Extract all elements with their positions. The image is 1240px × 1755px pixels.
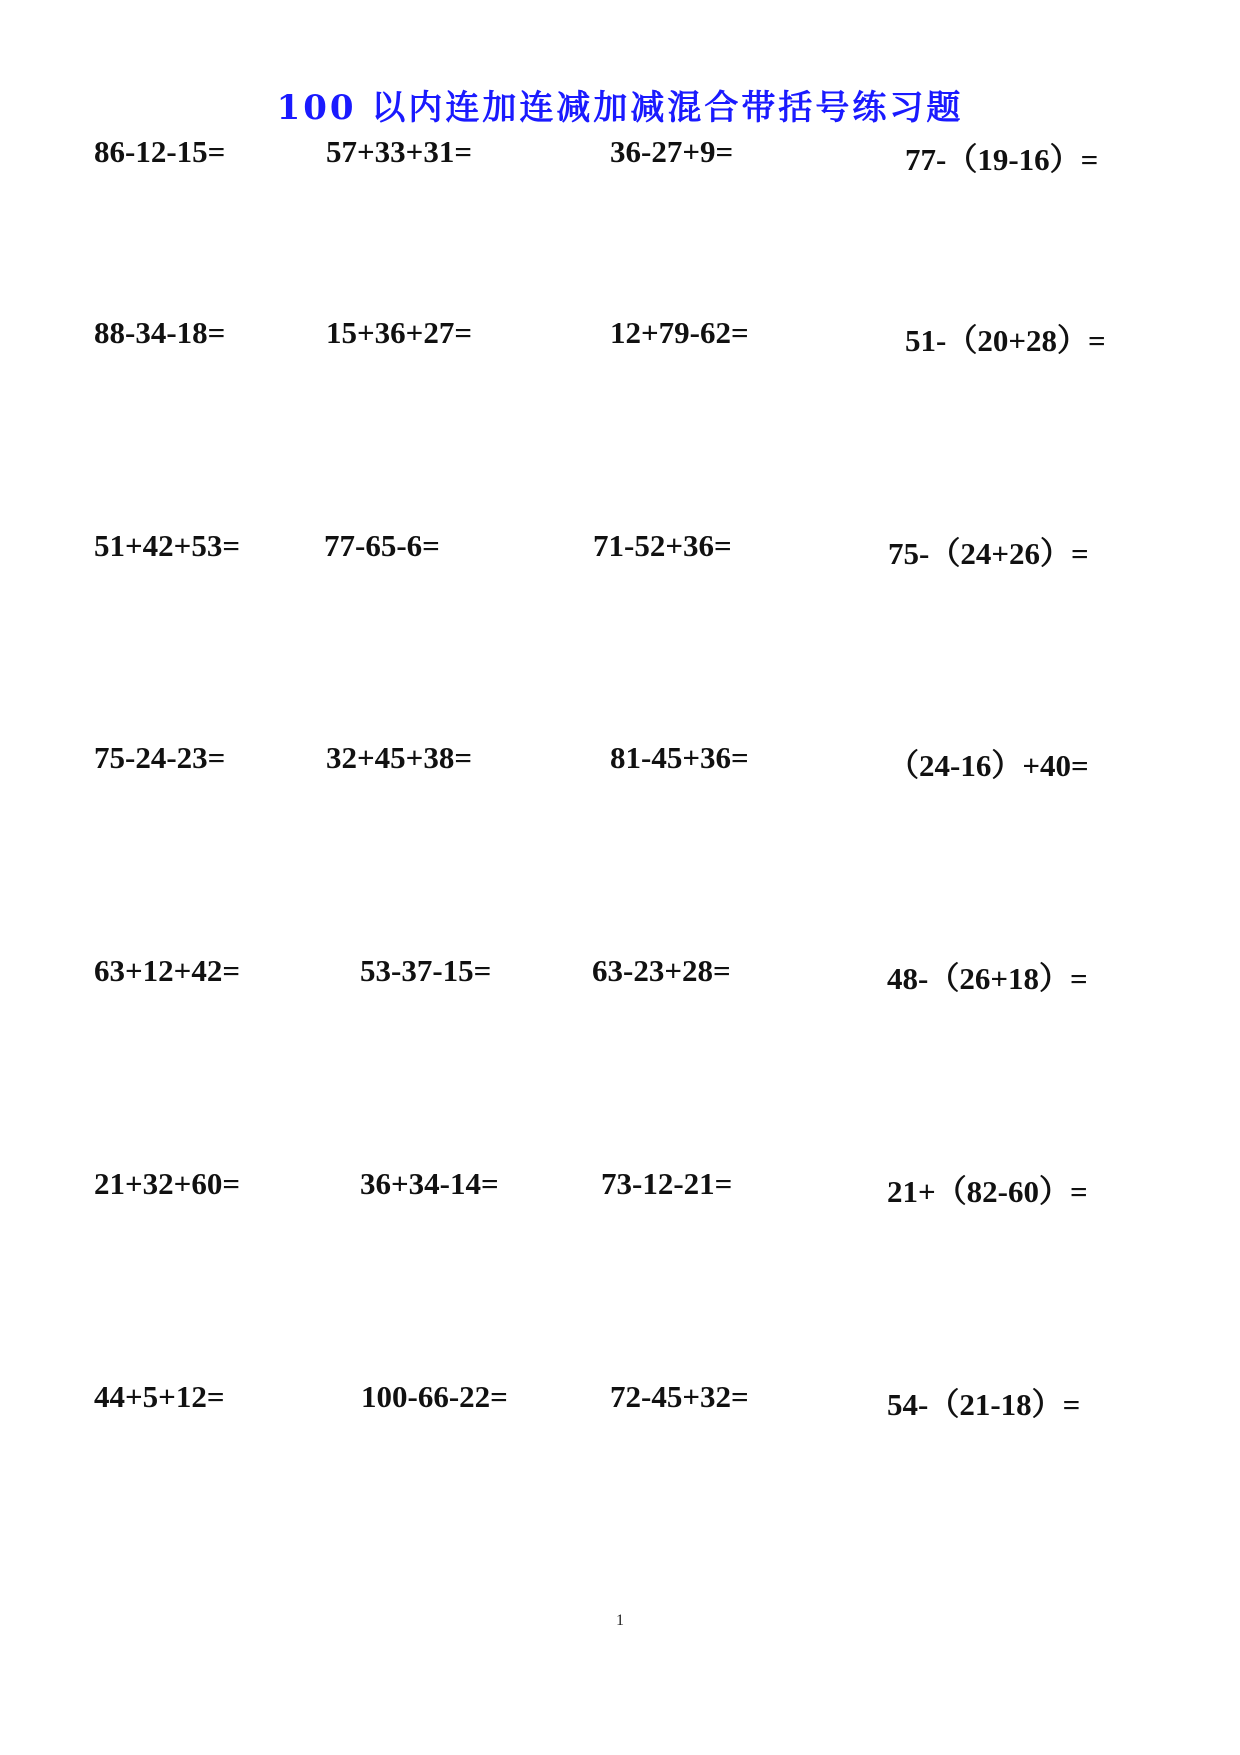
problem-r1-c4: 77-（19-16）=: [905, 142, 1099, 177]
problem-r7-c2: 100-66-22=: [361, 1379, 508, 1414]
problem-r4-c1: 75-24-23=: [94, 740, 226, 775]
problem-r4-c4: （24-16）+40=: [888, 748, 1089, 783]
problem-r1-c1: 86-12-15=: [94, 134, 226, 169]
problem-r3-c1: 51+42+53=: [94, 528, 240, 563]
problem-r6-c4: 21+（82-60）=: [887, 1174, 1088, 1209]
problem-r6-c1: 21+32+60=: [94, 1166, 240, 1201]
problem-r2-c1: 88-34-18=: [94, 315, 226, 350]
problem-r5-c4: 48-（26+18）=: [887, 961, 1088, 996]
problem-r2-c4: 51-（20+28）=: [905, 323, 1106, 358]
problem-r1-c3: 36-27+9=: [610, 134, 734, 169]
problem-r7-c4: 54-（21-18）=: [887, 1387, 1081, 1422]
problem-r2-c2: 15+36+27=: [326, 315, 472, 350]
problem-r3-c2: 77-65-6=: [324, 528, 440, 563]
problem-r1-c2: 57+33+31=: [326, 134, 472, 169]
worksheet-title: 100 以内连加连减加减混合带括号练习题: [276, 88, 964, 128]
problem-r3-c4: 75-（24+26）=: [888, 536, 1089, 571]
problem-r2-c3: 12+79-62=: [610, 315, 749, 350]
problem-r5-c2: 53-37-15=: [360, 953, 492, 988]
problem-r7-c1: 44+5+12=: [94, 1379, 225, 1414]
problem-r3-c3: 71-52+36=: [593, 528, 732, 563]
problem-r6-c2: 36+34-14=: [360, 1166, 499, 1201]
problem-r4-c2: 32+45+38=: [326, 740, 472, 775]
problem-r6-c3: 73-12-21=: [601, 1166, 733, 1201]
problem-r7-c3: 72-45+32=: [610, 1379, 749, 1414]
problem-r4-c3: 81-45+36=: [610, 740, 749, 775]
problem-r5-c3: 63-23+28=: [592, 953, 731, 988]
page-number: 1: [616, 1612, 624, 1629]
problem-r5-c1: 63+12+42=: [94, 953, 240, 988]
